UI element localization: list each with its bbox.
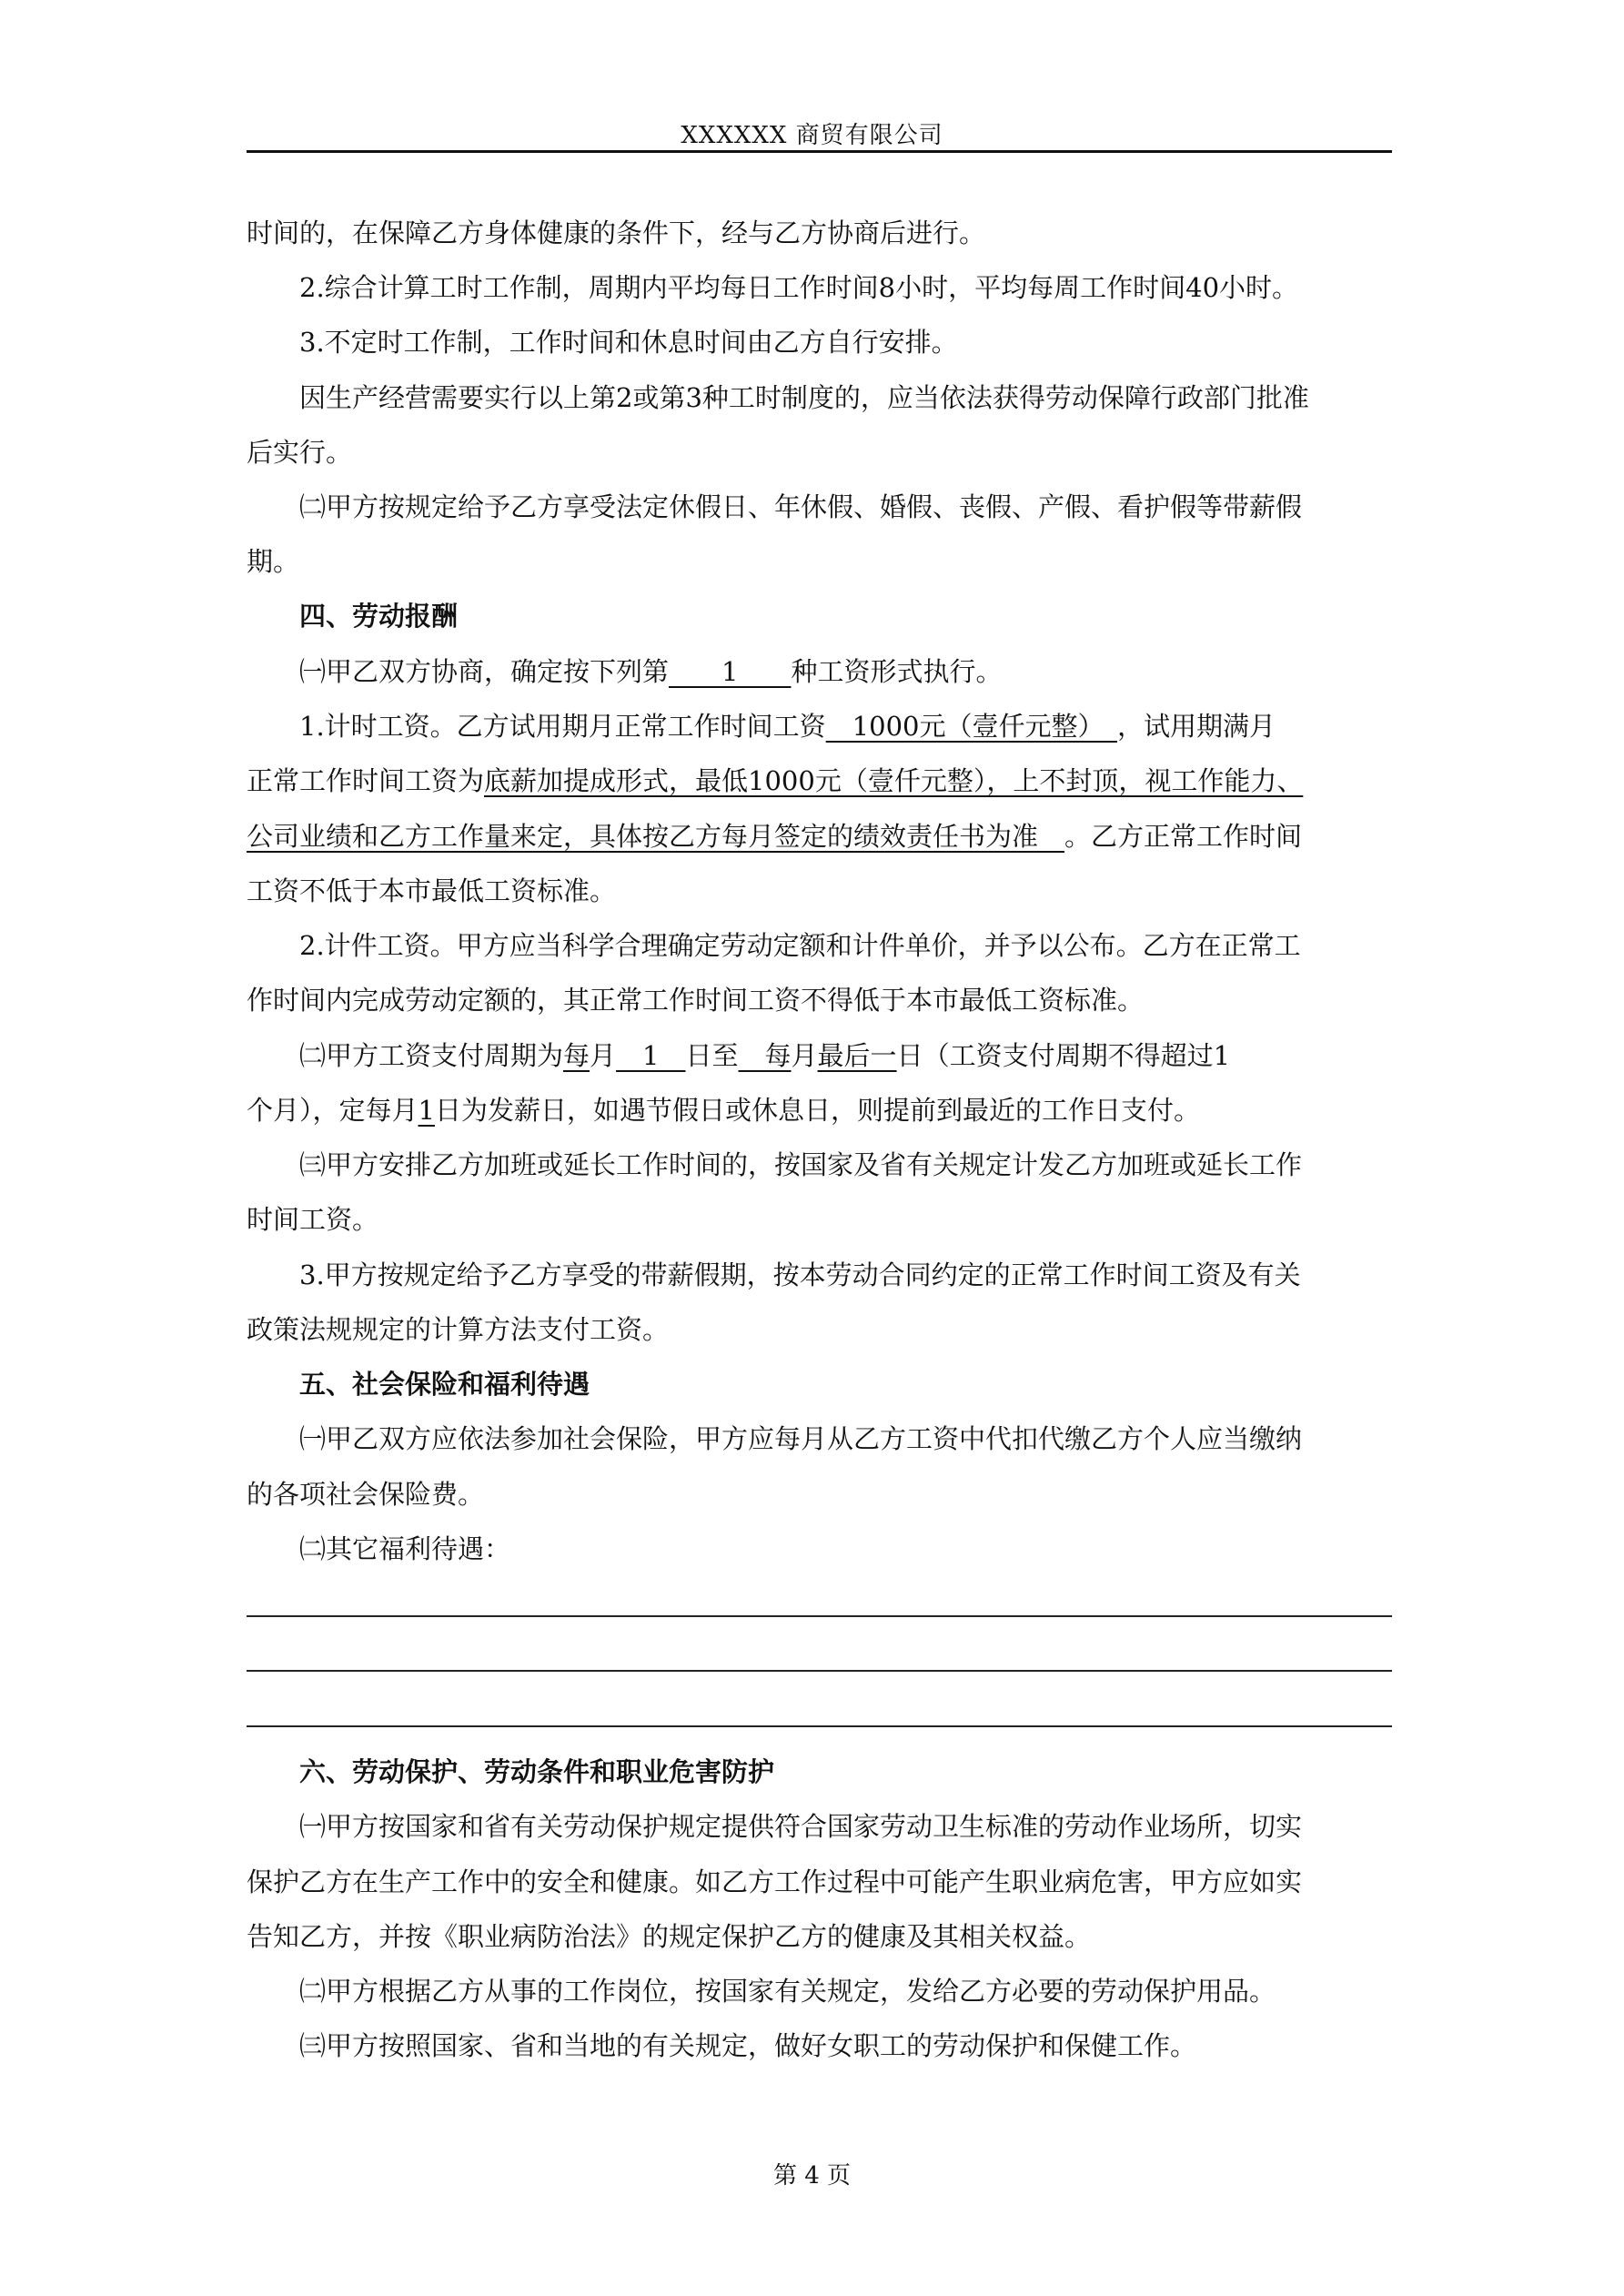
paragraph-line: ㈠甲方按国家和省有关劳动保护规定提供符合国家劳动卫生标准的劳动作业场所，切实 — [299, 1811, 1303, 1842]
paragraph-line: 因生产经营需要实行以上第2或第3种工时制度的，应当依法获得劳动保障行政部门批准 — [299, 382, 1309, 413]
blank-fill-line — [247, 1725, 1392, 1727]
paragraph-line: 告知乙方，并按《职业病防治法》的规定保护乙方的健康及其相关权益。 — [247, 1921, 1092, 1952]
fill-in-blank: 最后一 — [817, 1040, 897, 1071]
page-number: 第 4 页 — [772, 2162, 852, 2190]
text-run: ㈡甲方工资支付周期为 — [299, 1040, 564, 1071]
paragraph-line: 工资不低于本市最低工资标准。 — [247, 875, 617, 906]
paragraph-line: ㈢甲方安排乙方加班或延长工作时间的，按国家及省有关规定计发乙方加班或延长工作 — [299, 1149, 1303, 1180]
paragraph-line — [247, 763, 1392, 799]
paragraph-line: 3.不定时工作制，工作时间和休息时间由乙方自行安排。 — [299, 327, 958, 358]
text-run: 正常工作时间工资为 — [247, 765, 485, 796]
fill-in-blank: 公司业绩和乙方工作量来定，具体按乙方每月签定的绩效责任书为准 — [247, 821, 1065, 852]
paragraph-line: 后实行。 — [247, 437, 353, 468]
paragraph-line: 2.综合计算工时工作制，周期内平均每日工作时间8小时，平均每周工作时间40小时。 — [299, 272, 1299, 303]
paragraph-line: ㈡甲方按规定给予乙方享受法定休假日、年休假、婚假、丧假、产假、看护假等带薪假 — [299, 491, 1303, 522]
paragraph-line: 时间工资。 — [247, 1204, 379, 1235]
blank-fill-line — [247, 1615, 1392, 1617]
text-run: 个月），定每月 — [247, 1095, 419, 1126]
text-run: ，试用期满月 — [1116, 711, 1276, 742]
header-rule — [247, 150, 1392, 153]
text-run: 月 — [590, 1040, 617, 1071]
paragraph-line — [299, 1037, 1392, 1074]
text-run: 日（工资支付周期不得超过1 — [896, 1040, 1231, 1071]
paragraph-line: 期。 — [247, 546, 300, 577]
section-heading: 四、劳动报酬 — [299, 601, 459, 632]
text-run: 月 — [791, 1040, 818, 1071]
fill-in-blank: 每 — [738, 1040, 792, 1071]
paragraph-line: 作时间内完成劳动定额的，其正常工作时间工资不得低于本市最低工资标准。 — [247, 985, 1145, 1016]
text-run: 种工资形式执行。 — [791, 656, 1003, 687]
paragraph-line: ㈠甲乙双方应依法参加社会保险，甲方应每月从乙方工资中代扣代缴乙方个人应当缴纳 — [299, 1423, 1303, 1454]
paragraph-line: ㈡甲方根据乙方从事的工作岗位，按国家有关规定，发给乙方必要的劳动保护用品。 — [299, 1976, 1276, 2007]
paragraph-line — [299, 708, 1392, 744]
section-heading: 六、劳动保护、劳动条件和职业危害防护 — [299, 1756, 775, 1787]
text-run: 日至 — [685, 1040, 739, 1071]
paragraph-line: 的各项社会保险费。 — [247, 1479, 485, 1510]
paragraph-line: 保护乙方在生产工作中的安全和健康。如乙方工作过程中可能产生职业病危害，甲方应如实 — [247, 1866, 1303, 1897]
paragraph-line: ㈡其它福利待遇： — [299, 1533, 511, 1564]
fill-in-blank: 1 — [418, 1095, 435, 1126]
paragraph-line — [247, 818, 1392, 855]
paragraph-line: 政策法规规定的计算方法支付工资。 — [247, 1314, 670, 1345]
fill-in-blank: 1 — [669, 656, 792, 687]
paragraph-line: 时间的，在保障乙方身体健康的条件下，经与乙方协商后进行。 — [247, 217, 986, 248]
paragraph-line — [299, 653, 1392, 690]
section-heading: 五、社会保险和福利待遇 — [299, 1369, 590, 1400]
paragraph-line: 2.计件工资。甲方应当科学合理确定劳动定额和计件单价，并予以公布。乙方在正常工 — [299, 930, 1301, 961]
page-header-company: XXXXXX 商贸有限公司 — [681, 122, 943, 149]
text-run: 1.计时工资。乙方试用期月正常工作时间工资 — [299, 711, 826, 742]
paragraph-line: ㈢甲方按照国家、省和当地的有关规定，做好女职工的劳动保护和保健工作。 — [299, 2030, 1197, 2061]
paragraph-line: 3.甲方按规定给予乙方享受的带薪假期，按本劳动合同约定的正常工作时间工资及有关 — [299, 1259, 1301, 1290]
text-run: 日为发薪日，如遇节假日或休息日，则提前到最近的工作日支付。 — [434, 1095, 1200, 1126]
paragraph-line — [247, 1092, 1392, 1128]
text-run: ㈠甲乙双方协商，确定按下列第 — [299, 656, 670, 687]
text-run: 。乙方正常工作时间 — [1064, 821, 1303, 852]
blank-fill-line — [247, 1670, 1392, 1672]
fill-in-blank: 每 — [563, 1040, 590, 1071]
fill-in-blank: 底薪加提成形式，最低1000元（壹仟元整），上不封顶，视工作能力、 — [484, 765, 1304, 796]
fill-in-blank: 1 — [616, 1040, 686, 1071]
fill-in-blank: 1000元（壹仟元整） — [825, 711, 1117, 742]
